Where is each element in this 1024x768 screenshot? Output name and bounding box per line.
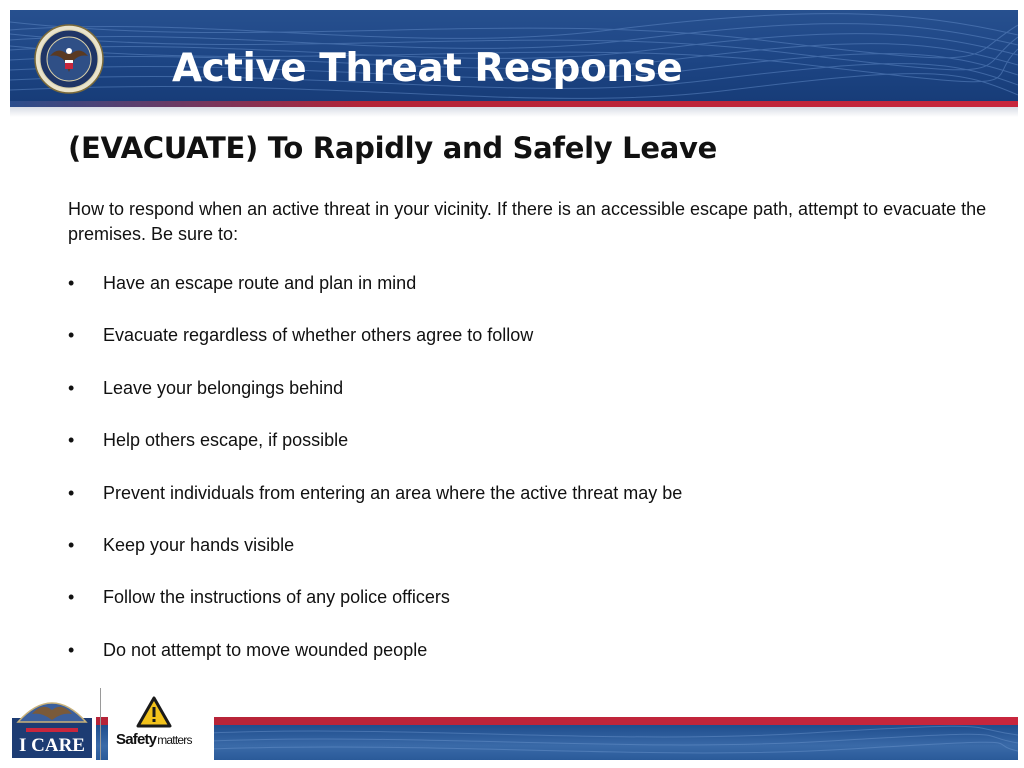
section-heading: (EVACUATE) To Rapidly and Safely Leave: [68, 131, 717, 165]
bullet-text: Follow the instructions of any police officers: [103, 587, 450, 608]
safety-logo-text-rest: matters: [157, 733, 192, 747]
bullet-icon: •: [68, 639, 75, 660]
warning-icon: [138, 698, 170, 726]
bullet-icon: •: [68, 534, 75, 555]
bullet-text: Help others escape, if possible: [103, 430, 349, 451]
bullet-text: Evacuate regardless of whether others agree to follow: [103, 325, 534, 346]
bullet-icon: •: [68, 587, 75, 608]
bullet-text: Have an escape route and plan in mind: [103, 273, 417, 293]
header-shadow: [10, 107, 1018, 117]
logo-divider: [100, 688, 101, 760]
va-seal-icon: [34, 24, 104, 94]
bullet-text: Leave your belongings behind: [103, 377, 344, 398]
bullet-icon: •: [68, 273, 75, 293]
safety-matters-logo: [108, 688, 214, 760]
bullet-icon: •: [68, 430, 75, 451]
bullet-text: Keep your hands visible: [103, 534, 295, 555]
bullet-icon: •: [68, 377, 75, 398]
intro-paragraph: How to respond when an active threat in your vicinity. If there is an accessible escape path, attempt to evacuate the premises. Be sure to:: [68, 199, 987, 244]
safety-logo-graphic: [108, 688, 214, 760]
bullet-icon: •: [68, 325, 75, 346]
bullet-text: Do not attempt to move wounded people: [103, 639, 428, 660]
bullet-text: Prevent individuals from entering an area where the active threat may be: [103, 482, 683, 503]
icare-logo-text: I CARE: [19, 735, 85, 756]
bullet-icon: •: [68, 482, 75, 503]
slide-title: Active Threat Response: [172, 46, 683, 91]
svg-text:Safetymatters: [116, 731, 192, 748]
safety-logo-text-bold: Safety: [116, 731, 157, 748]
icare-emblem-icon: [8, 688, 96, 760]
icare-logo: [8, 688, 96, 760]
